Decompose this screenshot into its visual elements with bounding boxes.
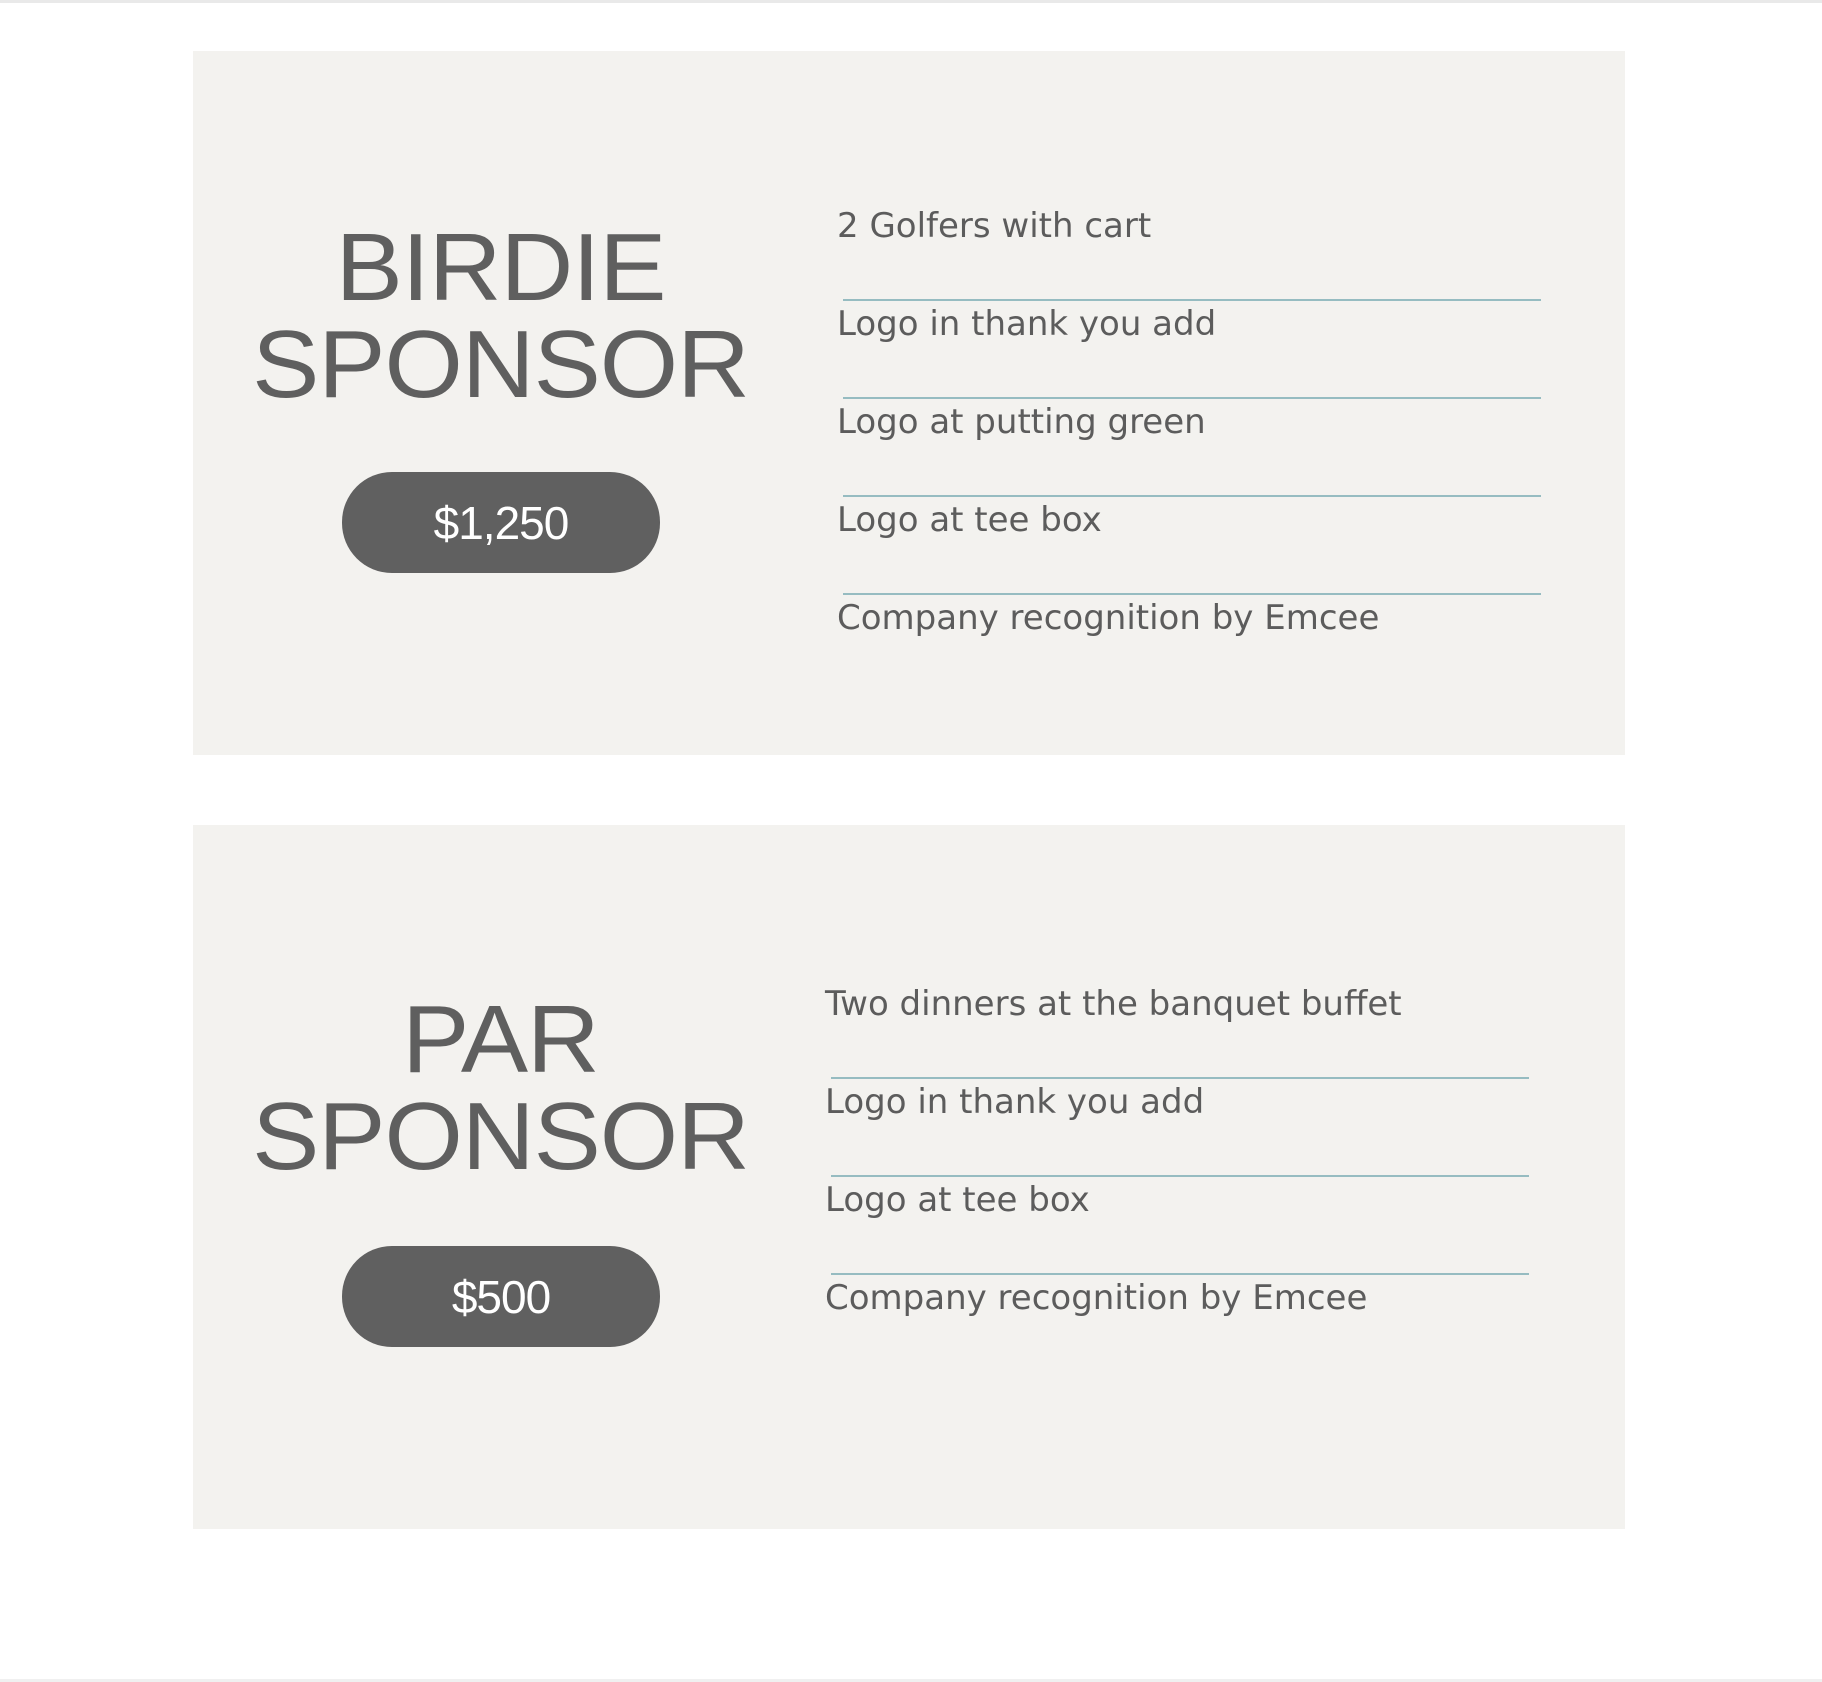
benefit-item: [837, 595, 1541, 693]
benefit-item: [825, 1079, 1529, 1177]
tier-title: [178, 214, 824, 418]
benefit-item: [837, 399, 1541, 497]
benefit-item: [825, 1177, 1529, 1275]
tier-title-line-1: BIRDIE: [335, 214, 666, 321]
benefit-item: [837, 301, 1541, 399]
benefit-text: Company recognition by Emcee: [825, 1278, 1368, 1318]
benefit-text: Company recognition by Emcee: [837, 598, 1380, 638]
price-badge: $1,250: [342, 472, 660, 573]
benefit-text: Two dinners at the banquet buffet: [825, 984, 1402, 1024]
benefit-text: Logo at tee box: [837, 500, 1102, 540]
benefit-item: [825, 1275, 1529, 1373]
benefit-text: 2 Golfers with cart: [837, 206, 1152, 246]
benefit-list: [825, 981, 1529, 1373]
benefit-text: Logo in thank you add: [825, 1082, 1205, 1122]
tier-title: [178, 986, 824, 1190]
benefit-item: [837, 203, 1541, 301]
benefit-list: [837, 203, 1541, 693]
price-badge: $500: [342, 1246, 660, 1347]
benefit-text: Logo in thank you add: [837, 304, 1217, 344]
tier-title-line-1: PAR: [402, 986, 599, 1093]
top-rule: [0, 0, 1822, 3]
par-sponsor-card: [193, 825, 1625, 1529]
benefit-text: Logo at putting green: [837, 402, 1206, 442]
birdie-sponsor-card: [193, 51, 1625, 755]
benefit-item: [825, 981, 1529, 1079]
benefit-text: Logo at tee box: [825, 1180, 1090, 1220]
tier-title-line-2: SPONSOR: [252, 1083, 749, 1190]
benefit-item: [837, 497, 1541, 595]
tier-title-line-2: SPONSOR: [252, 311, 749, 418]
